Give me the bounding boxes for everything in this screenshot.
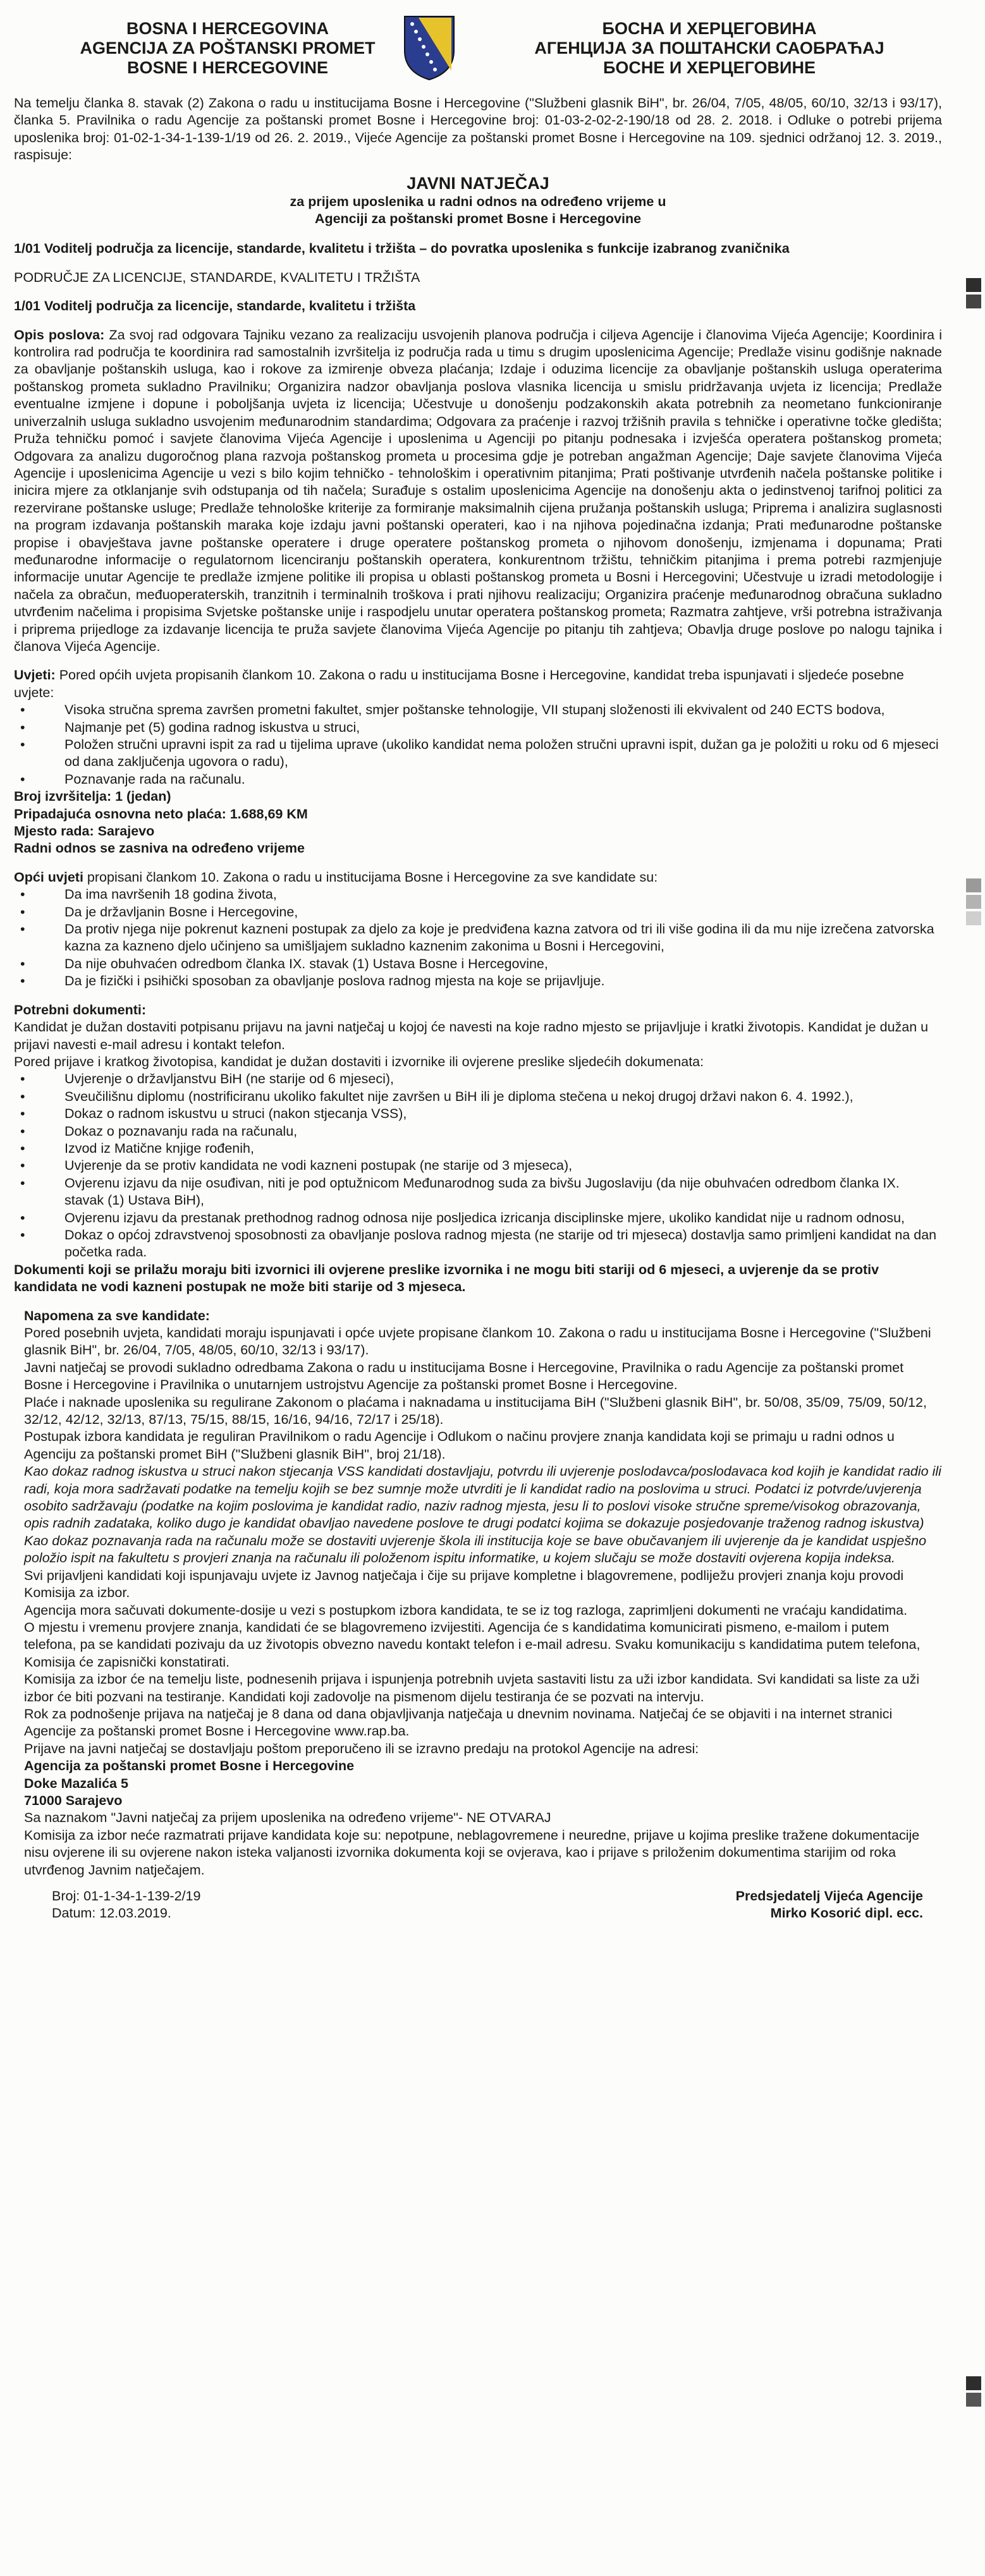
notes-paragraph: O mjestu i vremenu provjere znanja, kandidati će se blagovremeno izvijestiti. Agencija će s kandidatima komunicirati pismeno, e-mailom i putem telefona, pa se kandidati pozivaju da uz životopis obvezno navedu kontakt telefon i e-mail adresu. Svaku komunikaciju s kandidatima putem telefona, Komisija će zapisnički konstatirati. xyxy=(24,1619,921,1670)
header-cyrillic xyxy=(507,19,912,78)
department-name: PODRUČJE ZA LICENCIJE, STANDARDE, KVALITETU I TRŽIŠTA xyxy=(14,269,420,285)
job-description-text: Za svoj rad odgovara Tajniku vezano za realizaciju usvojenih planova područja i ciljeva Agencije i članovima Vijeća Agencije; Koordinira i kontrolira rad područja te koordinira rad samostalnih izvršitelja iz područja rada u timu s drugim uposlenicima Agencije; Predlaže visinu godišnje naknade za obavljanje poštanskih usluga, kao i rokove za izmirenje obveza plaćanja; Izdaje i oduzima licencije za obavljanje poštanskih usluga operaterima poštanskog prometa sukladno Pravilniku; Organizira nadzor obavljanja poslova vlasnika licencija u smislu pridržavanja uvjeta iz licencija; Predlaže eventualne izmjene i dopune i poboljšanja uvjeta iz licencija; Učestvuje u donošenju podzakonskih akata potrebnih za neometano funkcioniranje univerzalnih usluga sukladno usvojenim međunarodnim standardima; Odgovara za praćenje i razvoj tržišnih pravila s tehničke i operativne točke gledišta; Pruža tehničku pomoć i savjete članovima Vijeća Agencije i uposlenima u Agenciji po pitanju podnesaka i izvješća operatera poštanskog prometa; Odgovara za analizu dugoročnog plana razvoja poštanskog prometa u procesima gdje je potreban angažman Agencije; Daje savjete članovima Vijeća Agencije i uposlenicima Agencije u vezi s bilo kojim tehničko - tehnološkim i operativnim pitanjima; Prati poštivanje utvrđenih načela poštanske politike i inicira mjere za otklanjanje svih odstupanja od tih načela; Surađuje s ostalim uposlenicima Agencije na donošenju akta o jedinstvenoj tarifnoj politici za rezervirane poštanske usluge; Predlaže tehnološke kriterije za formiranje maksimalnih cijena pružanja poštanskih usluga; Priprema i analizira suglasnosti na program izdavanja poštanskih maraka koje izdaju javni poštanski operateri, kao i na njihova pojedinačna izdanja; Prati međunarodne poštanske propise i obavještava javne poštanske operatere i druge operatere poštanskog prometa o njihovom donošenju, izmjenama i dopunama; Prati međunarodne informacije o regulatornom licenciranju poštanskih operatera, konkurentnom tržištu, tehničkim pitanjima i prema potrebi razmjenjuje informacije unutar Agencije te predlaže izmjene politike ili propisa u oblasti poštanskog prometa u Bosni i Hercegovini; Učestvuje u izradi metodologije i načela za obračun, međuoperaterskih, tranzitnih i terminalnih troškova i prati njihovu realizaciju; Organizira praćenje međunarodnog obračuna sukladno utvrđenim načelima i propisima Svjetske poštanske unije i raspodjelu unutar operatera poštanskog prometa; Razmatra zahtjeve, vrši potrebna istraživanja i priprema prijedloge za izdavanje licencija te pruža savjete članovima Vijeća Agencije po pitanju tih zahtjeva; Obavlja druge poslove po nalogu tajnika i članova Vijeća Agencije. xyxy=(14,327,943,654)
header-cyrillic-line: БОСНЕ И ХЕРЦЕГОВИНЕ xyxy=(603,58,816,77)
page-header xyxy=(14,9,942,95)
conditions-label: Uvjeti: xyxy=(14,667,56,683)
notice-title: JAVNI NATJEČAJ xyxy=(407,173,549,193)
closing-paragraph: Komisija za izbor neće razmatrati prijave kandidata koje su: nepotpune, neblagovremene i neuredne, prijave u kojima preslike tražene dokumentacije nisu ovjerene ili su ovjerene nakon isteka valjanosti izvornika dokumenta koji se ovjerava, kao i prijave s priloženim dokumentima starijim od roka utvrđenog Javnim natječajem. xyxy=(24,1827,920,1878)
list-item: • Dokaz o poznavanju rada na računalu, xyxy=(64,1123,942,1140)
list-item: • Da ima navršenih 18 godina života, xyxy=(64,886,942,903)
job-fact: Broj izvršitelja: 1 (jedan) xyxy=(14,789,171,805)
list-item: • Uvjerenje o državljanstvu BiH (ne starije od 6 mjeseci), xyxy=(64,1071,942,1088)
intro-paragraph: Na temelju članka 8. stavak (2) Zakona o radu u institucijama Bosne i Hercegovine ("Službeni glasnik BiH", br. 26/04, 7/05, 48/05, 60/10, 32/13 i 93/17), članka 5. Pravilnika o radu Agencije za poštanski promet Bosne i Hercegovine broj: 01-03-2-02-2-190/18 od 28. 2. 2018. i Odluke o potrebi prijema uposlenika broj: 01-02-1-34-1-139-1/19 od 26. 2. 2019., Vijeće Agencije za poštanski promet Bosne i Hercegovine na 109. sjednici održanoj 12. 3. 2019., raspisuje: xyxy=(14,95,942,163)
documents-bold-note: Dokumenti koji se prilažu moraju biti izvornici ili ovjerene preslike izvornika i ne mogu biti stariji od 6 mjeseci, a uvjerenje da se protiv kandidata ne vodi kazneni postupak ne može biti starije od 3 mjeseca. xyxy=(14,1261,879,1295)
documents-text: Kandidat je dužan dostaviti potpisanu prijavu na javni natječaj u kojoj će navesti na koje radno mjesto se prijavljuje i kratki životopis. Kandidat je dužan u prijavi navesti e-mail adresu i kontakt telefon. xyxy=(14,1019,929,1052)
list-item: • Da je državljanin Bosne i Hercegovine, xyxy=(64,904,942,921)
general-conditions-text: propisani člankom 10. Zakona o radu u institucijama Bosne i Hercegovine za sve kandidate su: xyxy=(87,869,658,885)
reference-number: Broj: 01-1-34-1-139-2/19 xyxy=(52,1888,201,1904)
conditions-list xyxy=(14,702,942,788)
page-footer xyxy=(14,1888,942,1938)
header-latin-line: BOSNE I HERCEGOVINE xyxy=(126,58,329,77)
scan-mark xyxy=(966,911,981,925)
envelope-note: Sa naznakom "Javni natječaj za prijem uposlenika na određeno vrijeme"- NE OTVARAJ xyxy=(24,1810,551,1826)
address-line: Agencija za poštanski promet Bosne i Hercegovine xyxy=(24,1758,355,1774)
signatory-name: Mirko Kosorić dipl. ecc. xyxy=(770,1905,923,1921)
header-latin-line: BOSNA I HERCEGOVINA xyxy=(126,19,329,38)
notice-content xyxy=(14,9,942,1938)
list-item: • Da je fizički i psihički sposoban za obavljanje poslova radnog mjesta na koje se prijavljuje. xyxy=(64,973,942,990)
scan-margin-marks-bottom xyxy=(966,2376,981,2409)
job-fact: Radni odnos se zasniva na određeno vrijeme xyxy=(14,841,305,856)
list-item: • Položen stručni upravni ispit za rad u tijelima uprave (ukoliko kandidat nema položen stručni upravni ispit, dužan ga je položiti u roku od 6 mjeseci od dana zaključenja ugovora o radu), xyxy=(64,736,942,771)
conditions-text: Pored općih uvjeta propisanih člankom 10. Zakona o radu u institucijama Bosne i Hercegovine, kandidat treba ispunjavati i sljedeće posebne uvjete: xyxy=(14,667,904,700)
list-item: • Dokaz o općoj zdravstvenoj sposobnosti za obavljanje poslova radnog mjesta (ne starije od tri mjeseca) dostavlja samo primljeni kandidat na dan početka rada. xyxy=(64,1227,942,1261)
position-heading: 1/01 Voditelj područja za licencije, standarde, kvalitetu i tržišta – do povratka uposlenika s funkcije izabranog zvaničnika xyxy=(14,241,790,257)
notes-paragraph: Prijave na javni natječaj se dostavljaju poštom preporučeno ili se izravno predaju na protokol Agencije na adresi: xyxy=(24,1741,699,1756)
reference-date: Datum: 12.03.2019. xyxy=(52,1905,171,1921)
notes-paragraph: Svi prijavljeni kandidati koji ispunjavaju uvjete iz Javnog natječaja i čije su prijave kompletne i blagovremene, podliježu provjeri znanja koju provodi Komisija za izbor. xyxy=(24,1567,904,1601)
header-latin xyxy=(63,19,392,78)
notes-paragraph: Komisija za izbor će na temelju liste, podnesenih prijava i ispunjenja potrebnih uvjeta sastaviti listu za uži izbor kandidata. Svi kandidati sa liste za uži izbor će biti pozvani na testiranje. Kandidati koji zadovolje na pismenom dijelu testiranja će se pozvati na intervju. xyxy=(24,1672,920,1704)
notes-paragraph: Plaće i naknade uposlenika su regulirane Zakonom o plaćama i naknadama u institucijama BiH ("Službeni glasnik BiH", br. 50/08, 35/09, 75/09, 50/12, 32/12, 42/12, 32/13, 87/13, 75/15, 88/15, 16/16, 94/16, 72/17 i 25/18). xyxy=(24,1394,927,1428)
special-conditions xyxy=(14,667,942,702)
header-cyrillic-line: БОСНА И ХЕРЦЕГОВИНА xyxy=(602,19,817,38)
notes-label: Napomena za sve kandidate: xyxy=(24,1308,210,1323)
scan-margin-marks-top xyxy=(966,278,981,311)
job-fact: Pripadajuća osnovna neto plaća: 1.688,69 KM xyxy=(14,806,308,822)
scan-mark xyxy=(966,2376,981,2390)
notes-paragraph: Pored posebnih uvjeta, kandidati moraju ispunjavati i opće uvjete propisane člankom 10. Zakona o radu u institucijama Bosne i Hercegovine ("Službeni glasnik BiH", br. 26/04, 7/05, 48/05, 60/10, 32/13 i 93/17). xyxy=(24,1325,931,1358)
list-item: • Da nije obuhvaćen odredbom članka IX. stavak (1) Ustava Bosne i Hercegovine, xyxy=(64,956,942,973)
subtitle-line: za prijem uposlenika u radni odnos na određeno vrijeme u xyxy=(290,193,666,209)
general-conditions-list xyxy=(14,886,942,990)
scan-mark xyxy=(966,895,981,909)
position-title: 1/01 Voditelj područja za licencije, standarde, kvalitetu i tržišta xyxy=(14,298,416,314)
notes-paragraph: Postupak izbora kandidata je reguliran Pravilnikom o radu Agencije i Odlukom o načinu provjere znanja kandidata koji se primaju u radni odnos u Agenciju za poštanski promet BiH ("Službeni glasnik BiH", broj 21/18). xyxy=(24,1429,895,1462)
scan-margin-marks-middle xyxy=(966,878,981,928)
list-item: • Poznavanje rada na računalu. xyxy=(64,771,942,788)
scan-mark xyxy=(966,2393,981,2407)
scan-mark xyxy=(966,295,981,308)
scan-mark xyxy=(966,878,981,892)
notes-paragraph-italic: Kao dokaz poznavanja rada na računalu može se dostaviti uvjerenje škola ili institucija koje se bave obučavanjem ili uvjerenje da je kandidat uspješno položio ispit na fakultetu s provjeri znanja na računalu ili položenom ispitu informatike, u kojem slučaju se može dostaviti ovjerena kopija indeksa. xyxy=(24,1533,927,1566)
list-item: • Dokaz o radnom iskustvu u struci (nakon stjecanja VSS), xyxy=(64,1105,942,1122)
signatory-title: Predsjedatelj Vijeća Agencije xyxy=(735,1888,923,1904)
header-latin-line: AGENCIJA ZA POŠTANSKI PROMET xyxy=(80,39,376,58)
coat-of-arms-icon xyxy=(402,14,456,82)
documents-list xyxy=(14,1071,942,1261)
list-item: • Najmanje pet (5) godina radnog iskustva u struci, xyxy=(64,719,942,736)
general-conditions-label: Opći uvjeti xyxy=(14,869,83,885)
notes-paragraph: Agencija mora sačuvati dokumente-dosije u vezi s postupkom izbora kandidata, te se iz tog razloga, zaprimljeni dokumenti ne vraćaju kandidatima. xyxy=(24,1602,908,1618)
notes-paragraph: Javni natječaj se provodi sukladno odredbama Zakona o radu u institucijama Bosne i Hercegovine, Pravilnika o radu Agencije za poštanski promet Bosne i Hercegovine i Pravilnika o unutarnjem ustrojstvu Agencije za poštanski promet Bosne i Hercegovine. xyxy=(24,1359,904,1393)
subtitle-line: Agenciji za poštanski promet Bosne i Hercegovine xyxy=(314,211,642,227)
scan-mark xyxy=(966,278,981,292)
signature-block xyxy=(736,1888,923,1923)
list-item: • Visoka stručna sprema završen prometni fakultet, smjer poštanske tehnologije, VII stupanj složenosti ili ekvivalent od 240 ECTS bodova, xyxy=(64,702,942,719)
job-description xyxy=(14,327,942,656)
job-description-label: Opis poslova: xyxy=(14,327,105,343)
notes-paragraph-italic: Kao dokaz radnog iskustva u struci nakon stjecanja VSS kandidati dostavljaju, potvrdu ili uvjerenje poslodavca/poslodavaca kod kojih je kandidat radio ili radi, koja mora sadržavati podatke na temelju kojih se bez sumnje može utvrditi je li kandidat radio na poslovima u struci. Podatci iz potvrde/uvjerenja osobito sadržavaju (podatke na kojim poslovima je kandidat radio, naziv radnog mjesta, jesu li to poslovi visoke stručne spreme/visokog obrazovanja, opis radnih zadataka, koliko dugo je kandidat obavljao navedene poslove te drugi podatci kojima se dokazuje posjedovanje traženog radnog iskustva) xyxy=(24,1464,941,1531)
documents-label: Potrebni dokumenti: xyxy=(14,1002,147,1018)
notes-paragraph: Rok za podnošenje prijava na natječaj je 8 dana od dana objavljivanja natječaja u dnevnim novinama. Natječaj će se objaviti i na internet stranici Agencije za poštanski promet Bosne i Hercegovine www.rap.ba. xyxy=(24,1706,893,1739)
documents-text-2: Pored prijave i kratkog životopisa, kandidat je dužan dostaviti i izvornike ili ovjerene preslike sljedećih dokumenata: xyxy=(14,1054,704,1069)
address-line: 71000 Sarajevo xyxy=(24,1792,123,1808)
list-item: • Sveučilišnu diplomu (nostrificiranu ukoliko fakultet nije završen u BiH ili je diploma stečena u nekoj drugoj državi nakon 6. 4. 1992.), xyxy=(64,1088,942,1105)
address-line: Doke Mazalića 5 xyxy=(24,1775,128,1791)
notice-subtitle xyxy=(14,193,942,228)
job-fact: Mjesto rada: Sarajevo xyxy=(14,823,155,839)
reference-block xyxy=(52,1888,200,1923)
general-conditions xyxy=(14,869,942,886)
list-item: • Izvod iz Matične knjige rođenih, xyxy=(64,1140,942,1157)
list-item: • Ovjerenu izjavu da prestanak prethodnog radnog odnosa nije posljedica izricanja disciplinske mjere, ukoliko kandidat nije u radnom odnosu, xyxy=(64,1210,942,1227)
list-item: • Uvjerenje da se protiv kandidata ne vodi kazneni postupak (ne starije od 3 mjeseca), xyxy=(64,1157,942,1174)
list-item: • Da protiv njega nije pokrenut kazneni postupak za djelo za koje je predviđena kazna zatvora od tri ili više godina ili da mu nije izrečena zatvorska kazna za kazneno djelo učinjeno sa umišljajem sukladno kaznenim zakonima u Bosni i Hercegovini, xyxy=(64,921,942,956)
list-item: • Ovjerenu izjavu da nije osuđivan, niti je pod optužnicom Međunarodnog suda za bivšu Jugoslaviju (da nije obuhvaćen odredbom članka IX. stavak (1) Ustava BiH), xyxy=(64,1175,942,1210)
header-cyrillic-line: АГЕНЦИЈА ЗА ПОШТАНСКИ САОБРАЋАЈ xyxy=(534,39,884,58)
